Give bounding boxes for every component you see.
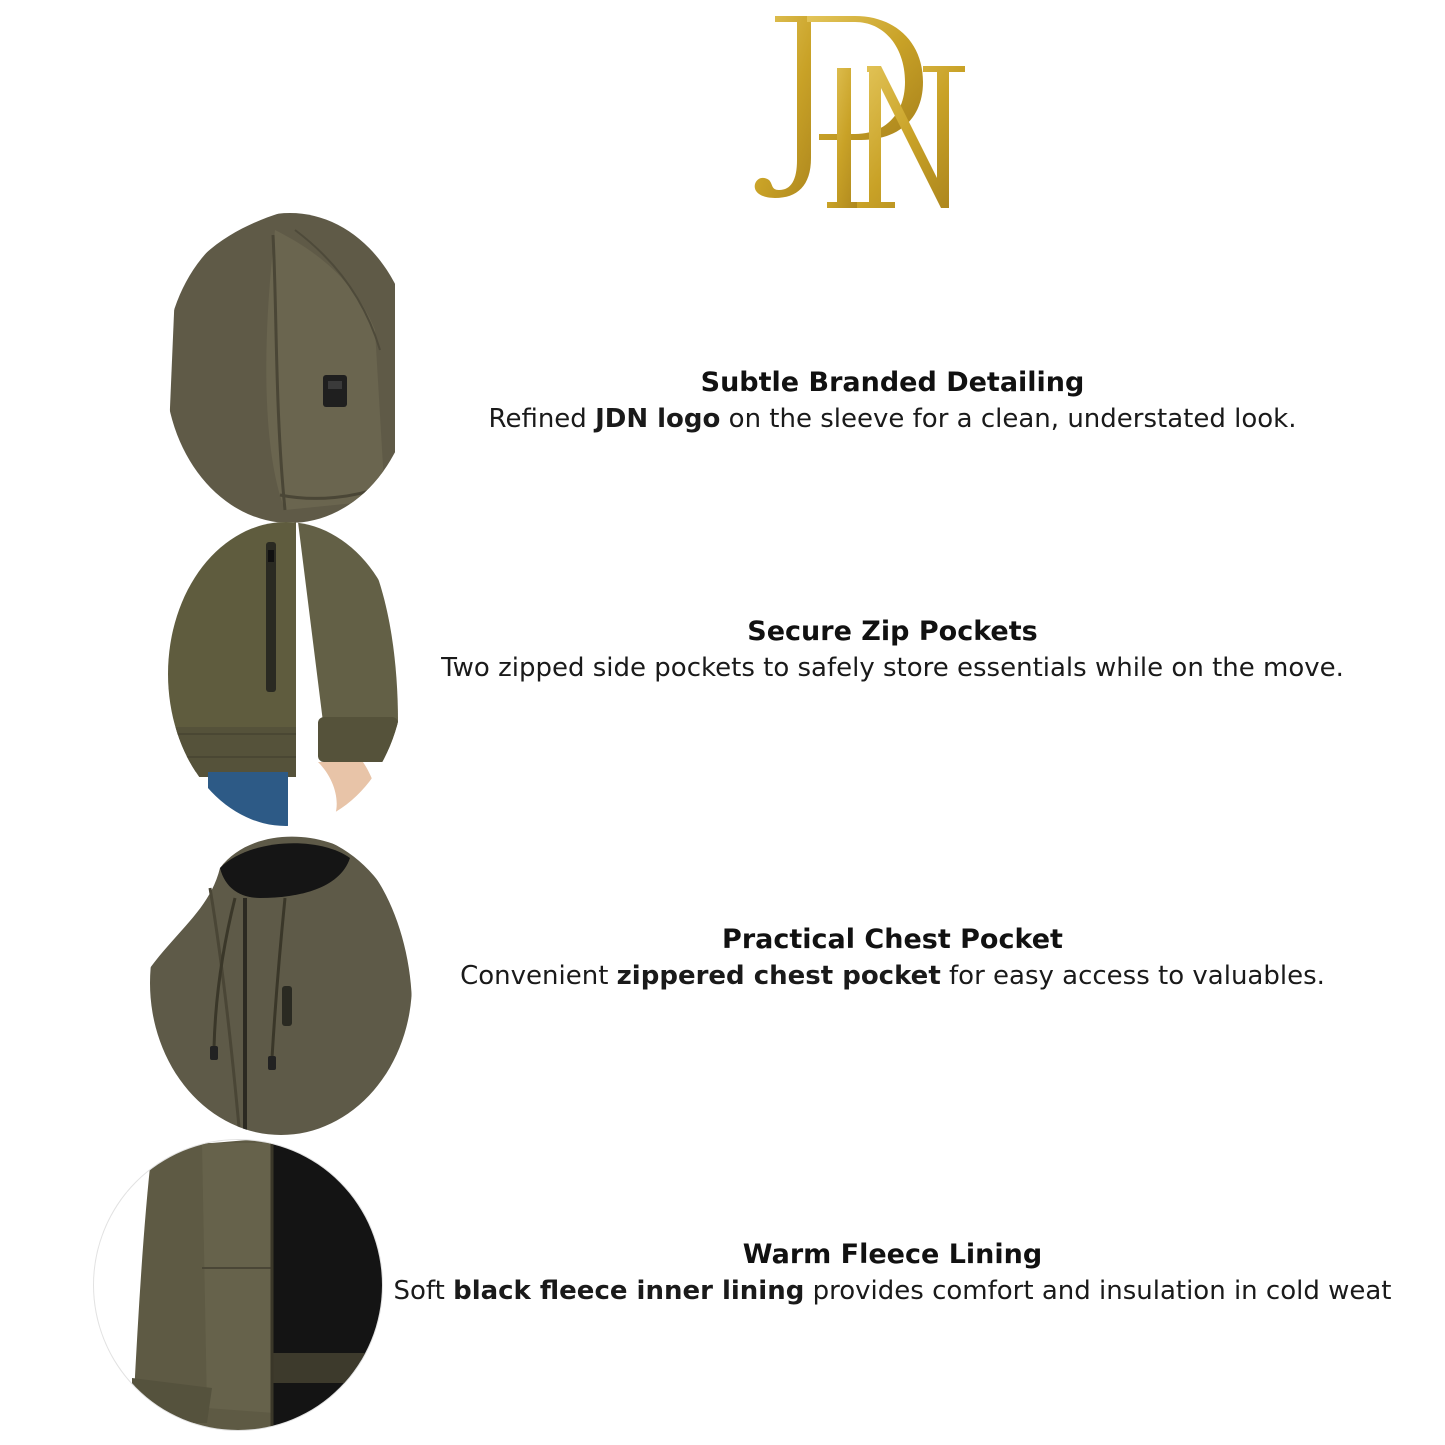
fleece-lining-image — [92, 1138, 384, 1433]
feature-chest-pocket — [380, 923, 1405, 995]
sleeve-badge-detail-image — [165, 210, 395, 525]
chest-pocket-hood-image — [150, 828, 412, 1138]
side-zip-pocket-image — [168, 522, 403, 827]
feature-description: Refined JDN logo on the sleeve for a clean, understated look. — [488, 404, 1297, 434]
feature-title: Subtle Branded Detailing — [700, 367, 1085, 398]
feature-fleece-lining — [380, 1238, 1405, 1310]
jdn-monogram-logo — [745, 8, 975, 218]
feature-title: Warm Fleece Lining — [742, 1239, 1043, 1270]
feature-description: Convenient zippered chest pocket for easy access to valuables. — [460, 961, 1325, 991]
feature-description: Two zipped side pockets to safely store essentials while on the move. — [441, 653, 1344, 683]
feature-title: Practical Chest Pocket — [722, 924, 1063, 955]
feature-title: Secure Zip Pockets — [747, 616, 1038, 647]
feature-zip-pockets — [380, 615, 1405, 687]
feature-description: Soft black fleece inner lining provides comfort and insulation in cold weat — [393, 1276, 1392, 1306]
feature-branded-detailing — [380, 366, 1405, 438]
